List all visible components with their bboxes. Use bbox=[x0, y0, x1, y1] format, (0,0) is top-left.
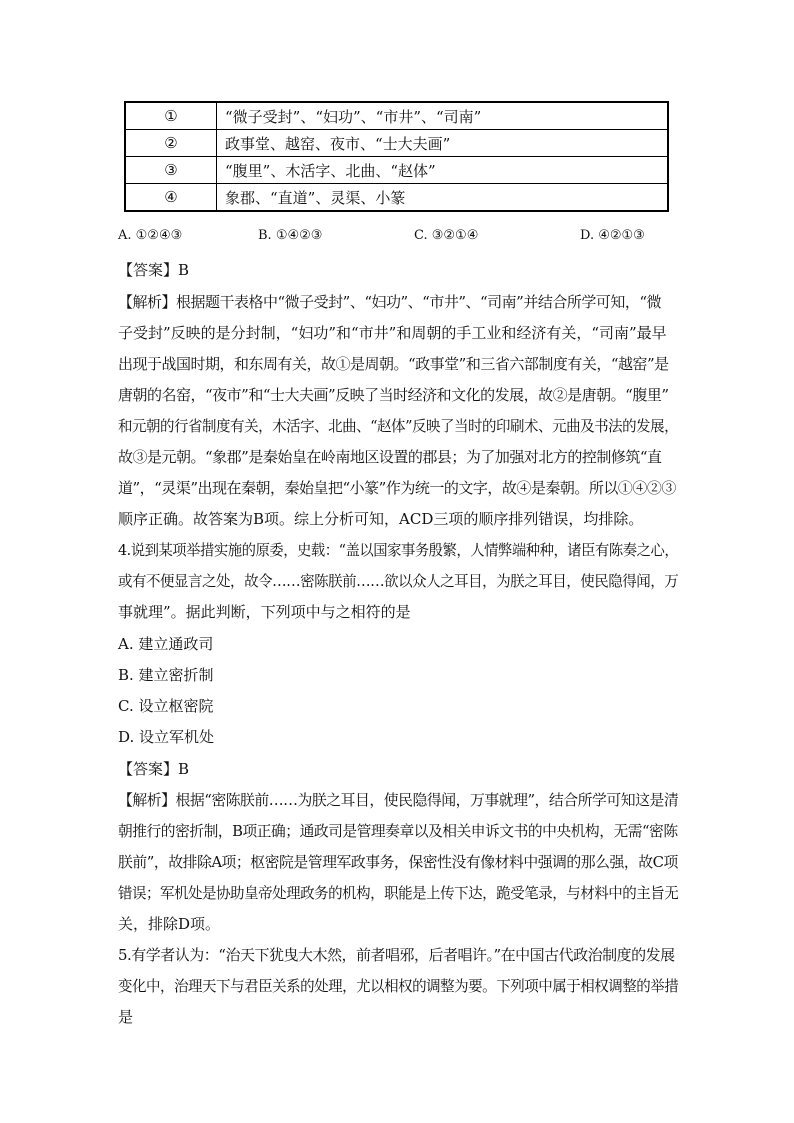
option-a: A. ①②④③ bbox=[118, 228, 183, 243]
q4-option-d: D. 设立军机处 bbox=[118, 728, 215, 746]
q4-analysis-line: 朝推行的密折制，B项正确；通政司是管理奏章以及相关申诉文书的中央机构，无需“密陈 bbox=[118, 822, 678, 840]
q3-analysis-line: 和元朝的行省制度有关，木活字、北曲、“赵体”反映了当时的印刷术、元曲及书法的发展， bbox=[118, 417, 679, 435]
table-row bbox=[125, 184, 668, 212]
q4-option-b: B. 建立密折制 bbox=[118, 666, 214, 684]
q5-stem-line: 5.有学者认为：“治天下犹曳大木然，前者唱邪，后者唱许。”在中国古代政治制度的发展 bbox=[118, 946, 675, 964]
q3-analysis-line: 出现于战国时期，和东周有关，故①是周朝。“政事堂”和三省六部制度有关，“越窑”是 bbox=[118, 355, 669, 373]
q4-stem-line: 或有不便显言之处，故令……密陈朕前……欲以众人之耳目，为朕之耳目，使民隐得闻，万 bbox=[118, 572, 679, 590]
q3-options bbox=[118, 228, 678, 248]
row-number: ② bbox=[125, 130, 217, 157]
option-b: B. ①④②③ bbox=[258, 228, 323, 243]
q4-analysis-line: 错误；军机处是协助皇帝处理政务的机构，职能是上传下达，跪受笔录，与材料中的主旨无 bbox=[118, 884, 679, 902]
dynasty-table bbox=[124, 101, 669, 212]
row-content: 象郡、“直道”、灵渠、小篆 bbox=[217, 184, 669, 212]
option-c: C. ③②①④ bbox=[414, 228, 479, 243]
q3-analysis-line: 子受封”反映的是分封制，“妇功”和“市井”和周朝的手工业和经济有关，“司南”最早 bbox=[118, 324, 667, 342]
row-content: “微子受封”、“妇功”、“市井”、“司南” bbox=[217, 102, 669, 130]
row-number: ④ bbox=[125, 184, 217, 212]
row-number: ③ bbox=[125, 157, 217, 184]
q5-stem-line: 是 bbox=[118, 1008, 134, 1026]
row-number: ① bbox=[125, 102, 217, 130]
q3-analysis-line: 故③是元朝。“象郡”是秦始皇在岭南地区设置的郡县；为了加强对北方的控制修筑“直 bbox=[118, 448, 662, 466]
q4-option-a: A. 建立通政司 bbox=[118, 635, 214, 653]
table-row bbox=[125, 102, 668, 130]
q4-analysis-line: 【解析】根据“密陈朕前……为朕之耳目，使民隐得闻，万事就理”，结合所学可知这是清 bbox=[118, 791, 679, 809]
q4-stem-line: 事就理”。据此判断，下列项中与之相符的是 bbox=[118, 603, 411, 621]
option-d: D. ④②①③ bbox=[580, 228, 645, 243]
q4-analysis-line: 关，排除D项。 bbox=[118, 915, 221, 933]
q3-answer: 【答案】B bbox=[118, 261, 190, 279]
q3-analysis-line: 道”，“灵渠”出现在秦朝，秦始皇把“小篆”作为统一的文字，故④是秦朝。所以①④②③ bbox=[118, 479, 676, 497]
row-content: 政事堂、越窑、夜市、“士大夫画” bbox=[217, 130, 669, 157]
row-content: “腹里”、木活字、北曲、“赵体” bbox=[217, 157, 669, 184]
q4-analysis-line: 朕前”，故排除A项；枢密院是管理军政事务，保密性没有像材料中强调的那么强，故C项 bbox=[118, 853, 678, 871]
table-row bbox=[125, 130, 668, 157]
q4-stem-line: 4.说到某项举措实施的原委，史载：“盖以国家事务殷繁，人情弊端种种，诸臣有陈奏之心， bbox=[118, 541, 679, 559]
table-row bbox=[125, 157, 668, 184]
q4-option-c: C. 设立枢密院 bbox=[118, 697, 214, 715]
q5-stem-line: 变化中，治理天下与君臣关系的处理，尤以相权的调整为要。下列项中属于相权调整的举措 bbox=[118, 977, 679, 995]
q3-analysis-line: 唐朝的名窑，“夜市”和“士大夫画”反映了当时经济和文化的发展，故②是唐朝。“腹里” bbox=[118, 386, 669, 404]
q4-answer: 【答案】B bbox=[118, 760, 190, 778]
q3-analysis-line: 顺序正确。故答案为B项。综上分析可知，ACD三项的顺序排列错误，均排除。 bbox=[118, 510, 644, 528]
q3-analysis-line: 【解析】根据题干表格中“微子受封”、“妇功”、“市井”、“司南”并结合所学可知，“微 bbox=[118, 293, 662, 311]
